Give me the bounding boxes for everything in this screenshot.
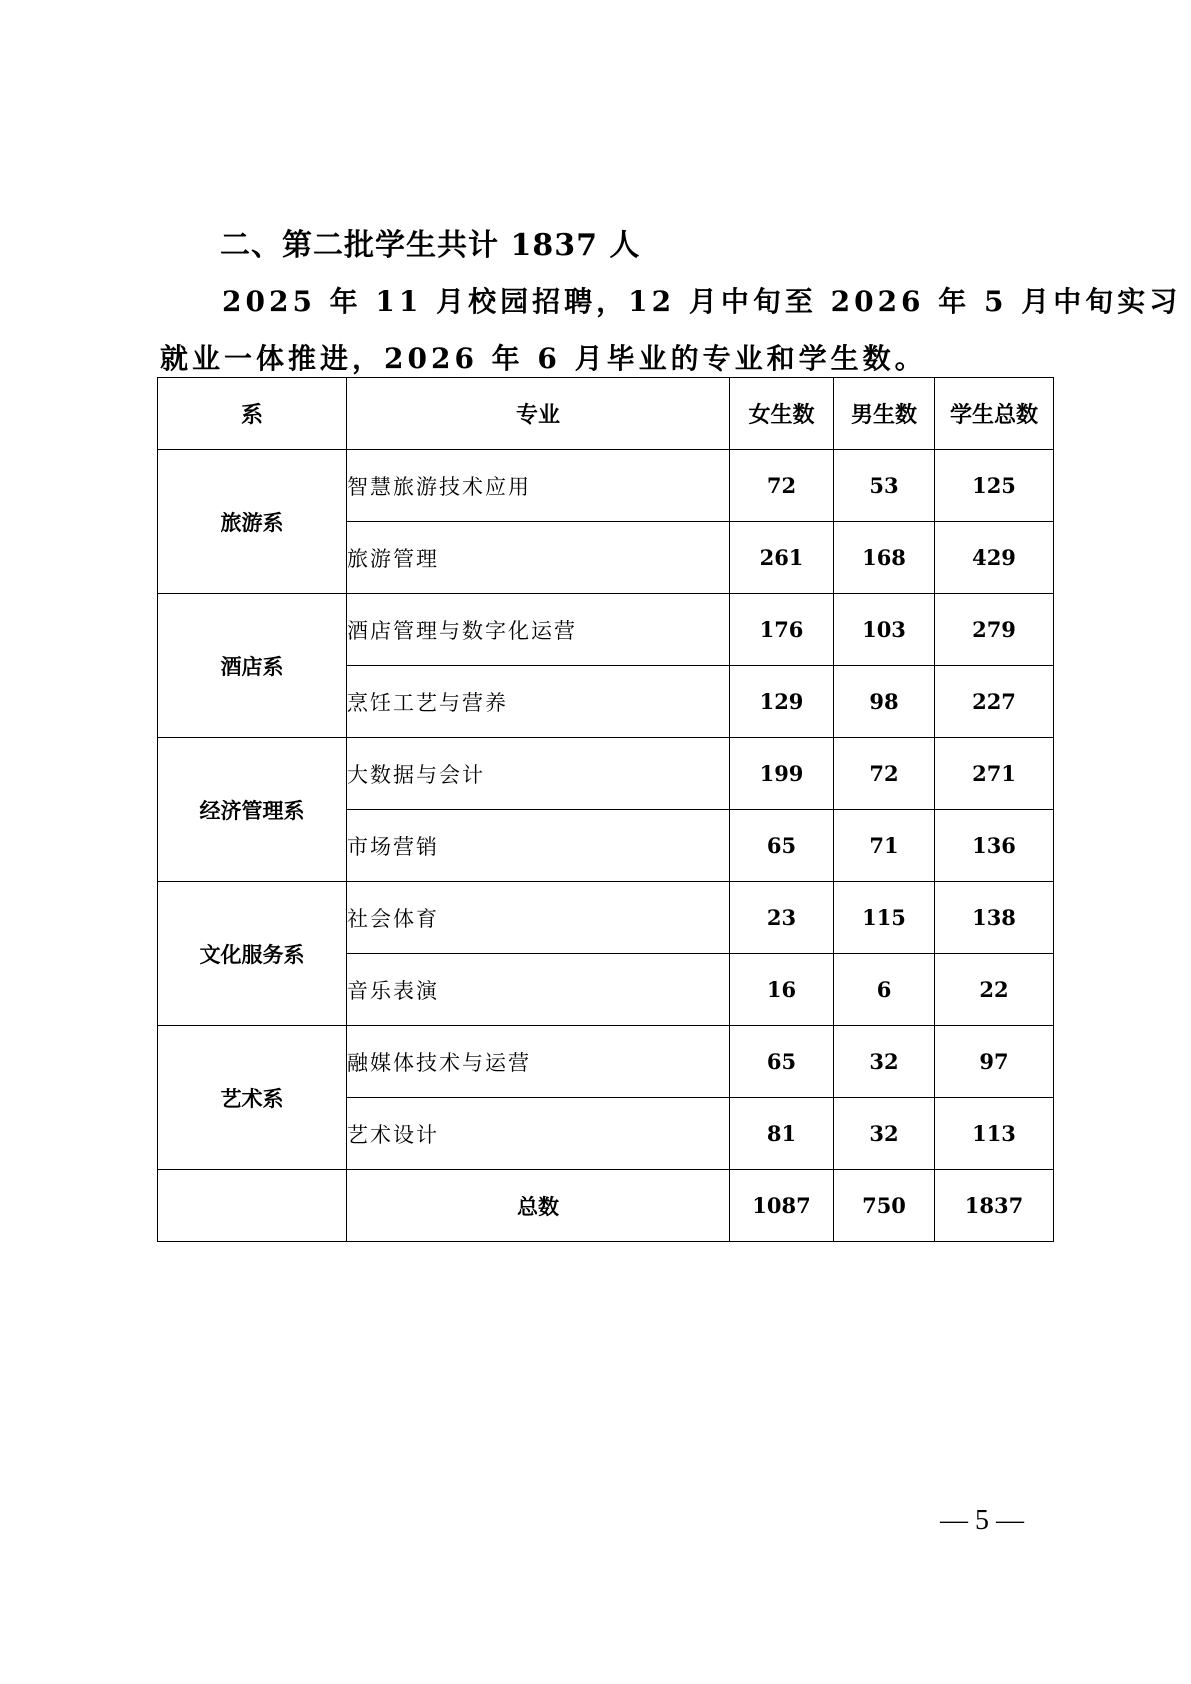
major-cell: 社会体育 [347,882,730,954]
department-cell: 文化服务系 [158,882,347,1026]
major-cell: 艺术设计 [347,1098,730,1170]
male-count-cell: 6 [834,954,935,1026]
department-cell: 酒店系 [158,594,347,738]
female-count-cell: 23 [730,882,834,954]
male-count-cell: 98 [834,666,935,738]
male-count-cell: 32 [834,1026,935,1098]
total-count-cell: 429 [935,522,1054,594]
table-row [158,738,1054,810]
department-cell: 经济管理系 [158,738,347,882]
major-cell: 旅游管理 [347,522,730,594]
female-count-cell: 176 [730,594,834,666]
total-count-cell: 279 [935,594,1054,666]
paragraph-line-1: 2025 年 11 月校园招聘，12 月中旬至 2026 年 5 月中旬实习 [222,285,1182,318]
table-row [158,1026,1054,1098]
female-count-cell: 72 [730,450,834,522]
female-count-cell: 261 [730,522,834,594]
female-count-cell: 65 [730,810,834,882]
male-count-cell: 71 [834,810,935,882]
female-count-cell: 16 [730,954,834,1026]
female-count-cell: 129 [730,666,834,738]
department-cell: 艺术系 [158,1026,347,1170]
total-count-cell: 227 [935,666,1054,738]
total-count-cell: 138 [935,882,1054,954]
female-count-cell: 199 [730,738,834,810]
total-count-cell: 136 [935,810,1054,882]
total-female-cell: 1087 [730,1170,834,1242]
page-number: — 5 — [940,1505,1024,1536]
student-count-table [157,377,1054,1242]
header-male: 男生数 [834,378,935,450]
table-row [158,594,1054,666]
header-female: 女生数 [730,378,834,450]
total-count-cell: 271 [935,738,1054,810]
major-cell: 融媒体技术与运营 [347,1026,730,1098]
total-count-cell: 97 [935,1026,1054,1098]
major-cell: 大数据与会计 [347,738,730,810]
header-major: 专业 [347,378,730,450]
male-count-cell: 72 [834,738,935,810]
major-cell: 智慧旅游技术应用 [347,450,730,522]
total-count-cell: 22 [935,954,1054,1026]
male-count-cell: 103 [834,594,935,666]
header-department: 系 [158,378,347,450]
grand-total-cell: 1837 [935,1170,1054,1242]
male-count-cell: 53 [834,450,935,522]
table-row [158,450,1054,522]
total-male-cell: 750 [834,1170,935,1242]
female-count-cell: 81 [730,1098,834,1170]
major-cell: 烹饪工艺与营养 [347,666,730,738]
total-count-cell: 113 [935,1098,1054,1170]
female-count-cell: 65 [730,1026,834,1098]
section-heading: 二、第二批学生共计 1837 人 [220,228,641,263]
department-cell: 旅游系 [158,450,347,594]
total-count-cell: 125 [935,450,1054,522]
header-total: 学生总数 [935,378,1054,450]
male-count-cell: 168 [834,522,935,594]
major-cell: 音乐表演 [347,954,730,1026]
table-row [158,882,1054,954]
total-row-empty-cell [158,1170,347,1242]
major-cell: 市场营销 [347,810,730,882]
table-header-row [158,378,1054,450]
total-label-cell: 总数 [347,1170,730,1242]
major-cell: 酒店管理与数字化运营 [347,594,730,666]
total-row [158,1170,1054,1242]
male-count-cell: 115 [834,882,935,954]
male-count-cell: 32 [834,1098,935,1170]
paragraph-line-2: 就业一体推进，2026 年 6 月毕业的专业和学生数。 [160,342,927,375]
